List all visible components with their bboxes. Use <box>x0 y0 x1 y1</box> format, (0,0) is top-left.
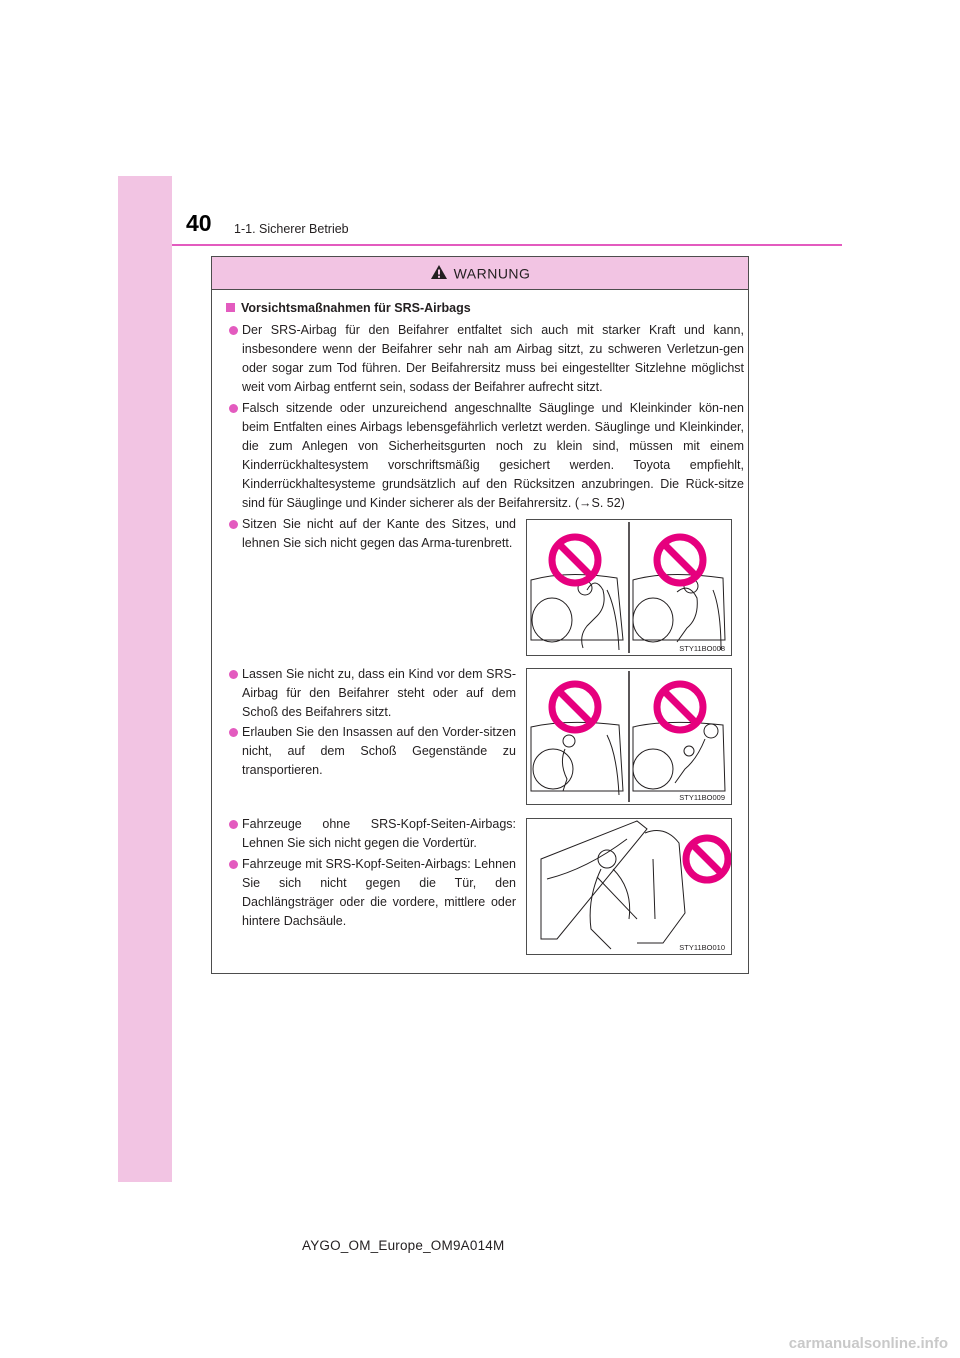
warning-box <box>211 256 749 974</box>
bullet-icon <box>229 820 238 829</box>
warning-title: WARNUNG <box>453 265 531 282</box>
prohibition-icon <box>657 684 703 730</box>
figure-code: STY11BO009 <box>679 793 725 802</box>
watermark: carmanualsonline.info <box>788 1335 948 1352</box>
bullet-icon <box>229 728 238 737</box>
side-color-band <box>118 176 172 1182</box>
warning-item: Sitzen Sie nicht auf der Kante des Sitzes, und lehnen Sie sich nicht gegen das Arma-turenbrett. <box>242 515 516 553</box>
illustration-figure <box>526 668 732 805</box>
warning-item: Lassen Sie nicht zu, dass ein Kind vor dem SRS-Airbag für den Beifahrer steht oder auf dem Schoß des Beifahrers sitzt. <box>242 665 516 722</box>
warning-triangle-icon <box>430 264 448 283</box>
warning-item: Erlauben Sie den Insassen auf den Vorder-sitzen nicht, auf dem Schoß Gegenstände zu transportieren. <box>242 723 516 780</box>
prohibition-icon <box>552 537 598 583</box>
warning-item: Fahrzeuge mit SRS-Kopf-Seiten-Airbags: Lehnen Sie sich nicht gegen die Tür, den Dachlängsträger oder die vordere, mittlere oder hintere Dachsäule. <box>242 855 516 931</box>
warning-item: Fahrzeuge ohne SRS-Kopf-Seiten-Airbags: Lehnen Sie sich nicht gegen die Vordertür. <box>242 815 516 853</box>
square-bullet-icon <box>226 303 235 312</box>
figure-code: STY11BO010 <box>679 943 725 952</box>
bullet-icon <box>229 404 238 413</box>
illustration-figure <box>526 519 732 656</box>
warning-item: Der SRS-Airbag für den Beifahrer entfaltet sich auch mit starker Kraft und kann, insbesondere wenn der Beifahrer sehr nah am Airbag sitzt, zu schweren Verletzun-gen oder sogar zum Tod führen. Der Beifahrersitz muss bei eingestellter Sitzlehne möglichst weit vom Airbag entfernt sein, sodass der Beifahrer aufrecht sitzt. <box>242 321 744 397</box>
bullet-icon <box>229 860 238 869</box>
page-number: 40 <box>186 210 212 236</box>
figure-code: STY11BO008 <box>679 644 725 653</box>
section-title: 1-1. Sicherer Betrieb <box>234 222 349 236</box>
footer-code: AYGO_OM_Europe_OM9A014M <box>302 1238 505 1253</box>
header-rule <box>172 244 842 246</box>
warning-item: Falsch sitzende oder unzureichend angeschnallte Säuglinge und Kleinkinder kön-nen beim Entfalten eines Airbags lebensgefährlich verletzt werden. Säuglinge und Kleinkinder, die zum Anlegen von Sicherheitsgurten noch zu klein sind, müssen mit einem Kinderrückhaltesystem vorschriftsmäßig gesichert werden. Toyota empfiehlt, Kinderrückhaltesysteme grundsätzlich auf den Rücksitzen anzubringen. Die Rück-sitze sind für Säuglinge und Kinder sicherer als der Beifahrersitz. (→S. 52) <box>242 399 744 513</box>
prohibition-icon <box>552 684 598 730</box>
prohibition-icon <box>686 838 728 880</box>
warning-header <box>212 257 748 290</box>
prohibition-icon <box>657 537 703 583</box>
bullet-icon <box>229 670 238 679</box>
bullet-icon <box>229 326 238 335</box>
bullet-icon <box>229 520 238 529</box>
warning-heading: Vorsichtsmaßnahmen für SRS-Airbags <box>226 301 471 315</box>
illustration-figure <box>526 818 732 955</box>
